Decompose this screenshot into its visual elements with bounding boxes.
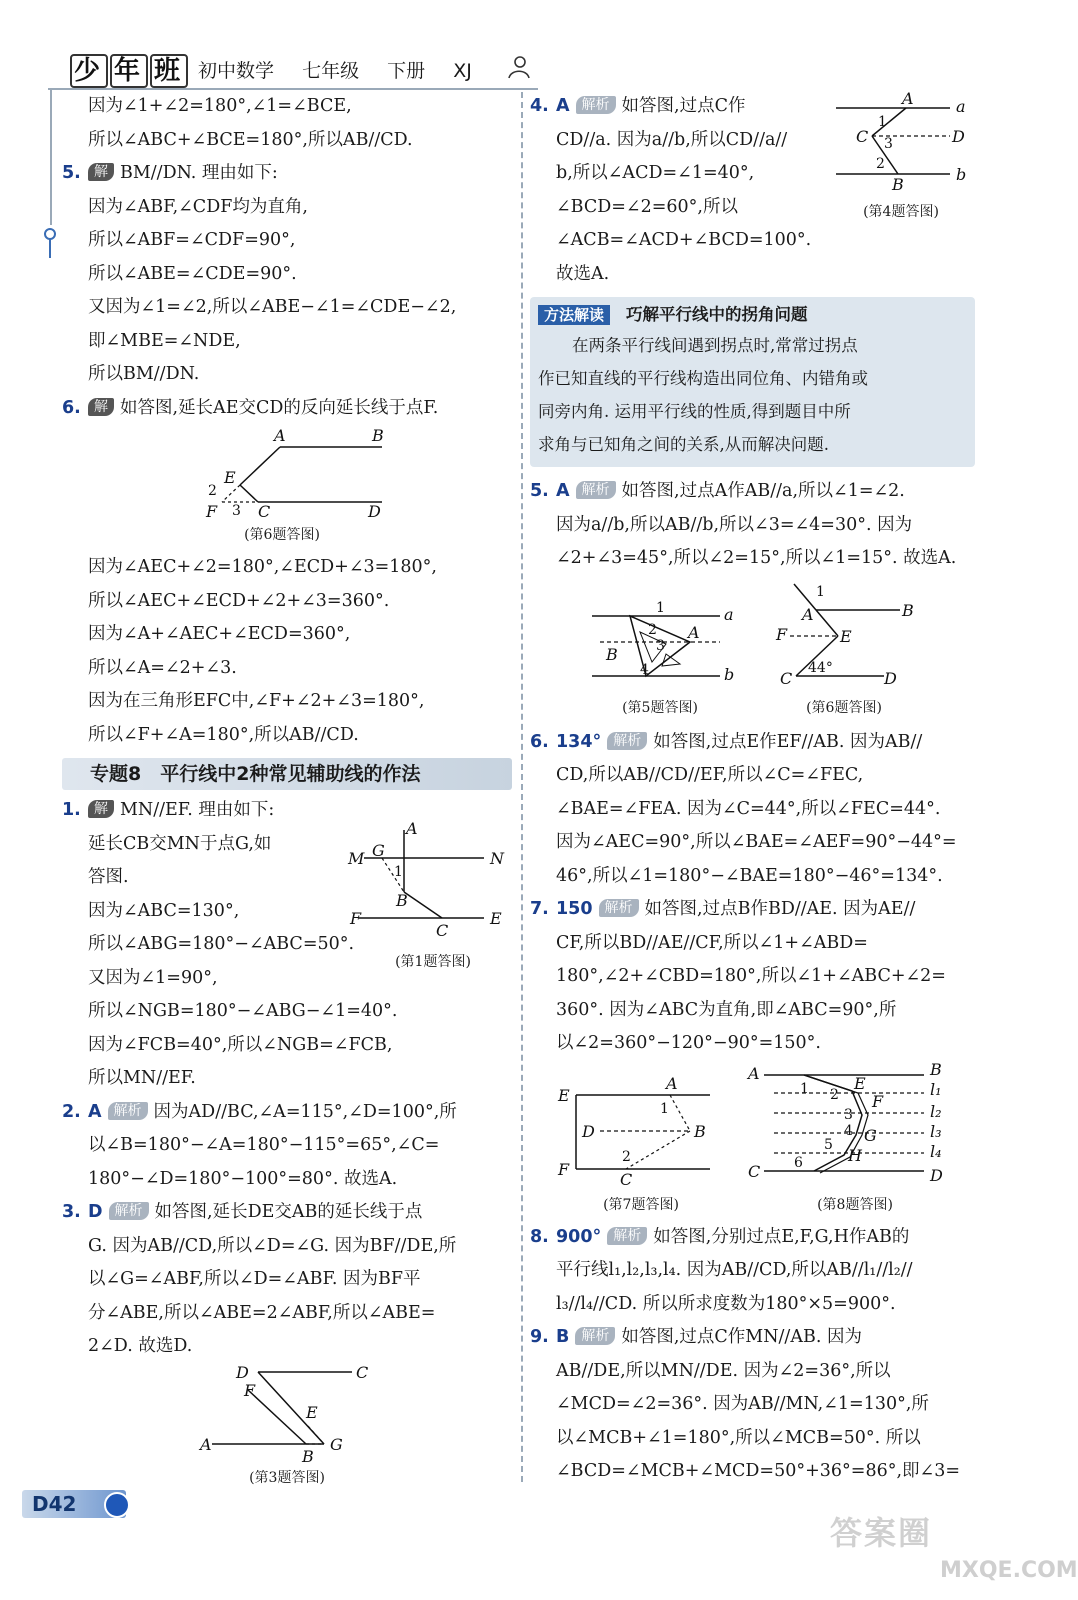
label-A: A bbox=[666, 1073, 678, 1093]
text-line: 因为∠ABF,∠CDF均为直角, bbox=[88, 196, 308, 217]
analysis-tag: 解析 bbox=[109, 1202, 149, 1220]
label-D: D bbox=[952, 127, 965, 146]
label-H: H bbox=[848, 1145, 862, 1165]
label-E: E bbox=[306, 1402, 318, 1422]
question-number: 3. bbox=[62, 1202, 81, 1222]
label-5: 5 bbox=[824, 1136, 833, 1153]
column-divider bbox=[521, 92, 523, 1482]
label-A: A bbox=[802, 604, 814, 624]
label-F: F bbox=[872, 1091, 884, 1111]
text-line: ∠MCD=∠2=36°. 因为AB//MN,∠1=130°,所 bbox=[556, 1394, 929, 1414]
header-edition: XJ bbox=[453, 60, 472, 82]
label-G: G bbox=[864, 1125, 877, 1145]
text-line: 如答图,延长AE交CD的反向延长线于点F. bbox=[120, 397, 439, 418]
question-number: 2. bbox=[62, 1101, 81, 1122]
label-F: F bbox=[244, 1380, 256, 1400]
question-5 bbox=[62, 157, 512, 191]
question-number: 4. bbox=[530, 96, 549, 116]
label-C: C bbox=[258, 502, 271, 521]
figures-q5-q6 bbox=[530, 576, 975, 726]
label-C: C bbox=[856, 127, 869, 146]
label-2: 2 bbox=[648, 621, 657, 638]
text-line: 平行线l₁,l₂,l₃,l₄. 因为AB//CD,所以AB//l₁//l₂// bbox=[556, 1260, 913, 1280]
label-B: B bbox=[396, 890, 408, 910]
figure-q7 bbox=[550, 1075, 740, 1187]
topic-question-3 bbox=[62, 1196, 512, 1230]
figure-q4 bbox=[826, 90, 976, 194]
text-line: 分∠ABE,所以∠ABE=2∠ABF,所以∠ABE= bbox=[88, 1302, 436, 1323]
label-B: B bbox=[302, 1446, 314, 1466]
question-7 bbox=[530, 893, 975, 927]
text-line: 所以∠ABG=180°−∠ABC=50°. bbox=[88, 934, 355, 954]
label-44: 44° bbox=[808, 659, 833, 676]
label-E: E bbox=[840, 626, 852, 646]
text-line: 如答图,分别过点E,F,G,H作AB的 bbox=[653, 1226, 910, 1247]
label-A: A bbox=[748, 1063, 760, 1083]
label-B: B bbox=[902, 600, 914, 620]
label-C: C bbox=[436, 920, 449, 940]
label-F: F bbox=[776, 624, 788, 644]
figure-caption: (第7题答图) bbox=[603, 1196, 679, 1213]
answer: 134° bbox=[556, 731, 602, 752]
header-volume: 下册 bbox=[387, 60, 426, 82]
label-6: 6 bbox=[794, 1154, 803, 1171]
text-line: 以∠G=∠ABF,所以∠D=∠ABF. 因为BF平 bbox=[88, 1269, 421, 1289]
label-C: C bbox=[780, 668, 793, 688]
method-title: 巧解平行线中的拐角问题 bbox=[626, 305, 808, 324]
text-line: 因为∠ABC=130°, bbox=[88, 900, 240, 921]
question-5 bbox=[530, 475, 975, 509]
question-number: 1. bbox=[62, 800, 81, 820]
margin-bar bbox=[50, 90, 52, 225]
figures-q7-q8 bbox=[530, 1061, 975, 1221]
label-M: M bbox=[348, 848, 365, 868]
text-line: b,所以∠ACD=∠1=40°, bbox=[556, 163, 755, 183]
text-line: 所以∠ABE=∠CDE=90°. bbox=[88, 263, 297, 284]
figure-q6-diagram bbox=[62, 425, 512, 529]
figure-q5 bbox=[570, 584, 750, 696]
tag-hanger-icon bbox=[40, 226, 60, 260]
figure-caption: (第4题答图) bbox=[863, 204, 939, 220]
text-line: 360°. 因为∠ABC为直角,即∠ABC=90°,所 bbox=[556, 999, 897, 1020]
label-D: D bbox=[236, 1362, 249, 1382]
label-1: 1 bbox=[800, 1080, 809, 1097]
question-number: 6. bbox=[530, 731, 549, 752]
label-2: 2 bbox=[208, 483, 217, 499]
label-D: D bbox=[582, 1121, 595, 1141]
text-line: 又因为∠1=∠2,所以∠ABE−∠1=∠CDE−∠2, bbox=[88, 297, 457, 317]
figure-q6 bbox=[62, 425, 512, 551]
method-tag: 方法解读 bbox=[538, 305, 610, 325]
text-line: 答图. bbox=[88, 867, 129, 887]
text-line: 以∠MCB+∠1=180°,所以∠MCB=50°. 所以 bbox=[556, 1427, 921, 1448]
answer: A bbox=[556, 96, 570, 116]
label-B: B bbox=[372, 426, 384, 445]
text-line: CD,所以AB//CD//EF,所以∠C=∠FEC, bbox=[556, 765, 864, 785]
label-b: b bbox=[956, 165, 967, 184]
text-line: 如答图,过点A作AB//a,所以∠1=∠2. bbox=[621, 481, 905, 501]
text-line: 所以MN//EF. bbox=[88, 1068, 196, 1088]
text-line: 所以∠NGB=180°−∠ABG−∠1=40°. bbox=[88, 1001, 398, 1021]
label-3: 3 bbox=[232, 503, 241, 519]
header-info bbox=[198, 56, 494, 83]
question-number: 7. bbox=[530, 899, 549, 919]
analysis-tag: 解析 bbox=[576, 96, 616, 114]
text-line: AB//DE,所以MN//DE. 因为∠2=36°,所以 bbox=[556, 1360, 891, 1381]
text-line: 180°,∠2+∠CBD=180°,所以∠1+∠ABC+∠2= bbox=[556, 966, 946, 986]
figure-q8 bbox=[744, 1059, 974, 1193]
text-line: 180°−∠D=180°−100°=80°. 故选A. bbox=[88, 1168, 398, 1189]
label-l4: l₄ bbox=[930, 1141, 942, 1161]
analysis-tag: 解析 bbox=[599, 899, 639, 917]
text-line: 所以∠F+∠A=180°,所以AB//CD. bbox=[88, 724, 359, 745]
watermark-url: MXQE.COM bbox=[940, 1558, 1078, 1583]
analysis-tag: 解析 bbox=[575, 1327, 615, 1345]
label-1: 1 bbox=[816, 583, 825, 600]
label-1: 1 bbox=[394, 863, 403, 880]
text-line: MN//EF. 理由如下: bbox=[120, 800, 275, 820]
label-1: 1 bbox=[878, 114, 887, 130]
figure-topic-q3-diagram bbox=[62, 1364, 512, 1472]
label-A: A bbox=[274, 426, 286, 445]
figure-caption: (第5题答图) bbox=[622, 699, 698, 716]
right-column bbox=[530, 90, 975, 1489]
watermark: 答案圈 bbox=[830, 1514, 933, 1552]
label-C: C bbox=[620, 1169, 633, 1189]
text-line: 所以∠ABF=∠CDF=90°, bbox=[88, 230, 296, 250]
label-D: D bbox=[930, 1165, 943, 1185]
page-number: D42 bbox=[32, 1492, 77, 1516]
solution-tag: 解 bbox=[88, 163, 114, 181]
text-line: 2∠D. 故选D. bbox=[88, 1336, 193, 1356]
answer: A bbox=[556, 481, 570, 501]
question-number: 9. bbox=[530, 1327, 549, 1347]
label-D: D bbox=[884, 668, 897, 688]
text-line: 故选A. bbox=[556, 263, 610, 284]
text-line: ∠BAE=∠FEA. 因为∠C=44°,所以∠FEC=44°. bbox=[556, 798, 941, 819]
topic-q1-body bbox=[62, 818, 512, 1096]
label-1: 1 bbox=[656, 599, 665, 616]
text-line: 作已知直线的平行线构造出同位角、内错角或 bbox=[538, 369, 868, 388]
solution-tag: 解 bbox=[88, 800, 114, 818]
text-line: ∠2+∠3=45°,所以∠2=15°,所以∠1=15°. 故选A. bbox=[556, 548, 957, 568]
label-A: A bbox=[200, 1434, 212, 1454]
label-l3: l₃ bbox=[930, 1121, 942, 1141]
topic-heading: 专题8 平行线中2种常见辅助线的作法 bbox=[62, 758, 512, 790]
topic-question-1 bbox=[62, 794, 512, 828]
figure-topic-q1 bbox=[344, 818, 514, 940]
text-line: BM//DN. 理由如下: bbox=[120, 163, 278, 183]
text-line: 因为a//b,所以AB//b,所以∠3=∠4=30°. 因为 bbox=[556, 514, 913, 535]
text-line: CD//a. 因为a//b,所以CD//a// bbox=[556, 129, 788, 150]
label-E: E bbox=[224, 468, 236, 487]
label-D: D bbox=[368, 502, 381, 521]
figure-caption: (第3题答图) bbox=[249, 1469, 325, 1486]
text-line: 如答图,延长DE交AB的延长线于点 bbox=[154, 1202, 423, 1222]
label-a: a bbox=[724, 604, 734, 624]
text-line: ∠ACB=∠ACD+∠BCD=100°. bbox=[556, 230, 812, 250]
label-N: N bbox=[490, 848, 504, 868]
figure-caption: (第6题答图) bbox=[244, 527, 320, 543]
label-E: E bbox=[558, 1085, 570, 1105]
text-line: 即∠MBE=∠NDE, bbox=[88, 330, 241, 351]
brand-logo: 少 年 班 bbox=[70, 50, 190, 87]
text-line: 因为AD//BC,∠A=115°,∠D=100°,所 bbox=[153, 1101, 457, 1122]
label-A: A bbox=[688, 622, 700, 642]
label-B: B bbox=[694, 1121, 706, 1141]
figure-topic-q3 bbox=[62, 1364, 512, 1494]
text-line: 所以∠AEC+∠ECD+∠2+∠3=360°. bbox=[88, 590, 390, 611]
label-4: 4 bbox=[640, 661, 649, 678]
answer: 900° bbox=[556, 1226, 602, 1247]
label-G: G bbox=[372, 840, 385, 860]
answer: A bbox=[88, 1101, 102, 1122]
label-1: 1 bbox=[660, 1100, 669, 1117]
text-line: 所以BM//DN. bbox=[88, 364, 200, 384]
question-6 bbox=[530, 726, 975, 760]
page-number-badge bbox=[22, 1490, 126, 1518]
text-line: 因为∠AEC+∠2=180°,∠ECD+∠3=180°, bbox=[88, 557, 438, 577]
answer: B bbox=[556, 1327, 570, 1347]
text-line: 因为∠AEC=90°,所以∠BAE=∠AEF=90°−44°= bbox=[556, 832, 957, 852]
text-line: 在两条平行线间遇到拐点时,常常过拐点 bbox=[572, 336, 858, 355]
text-line: 如答图,过点C作MN//AB. 因为 bbox=[621, 1327, 862, 1347]
question-8 bbox=[530, 1221, 975, 1255]
text-line: 求角与已知角之间的关系,从而解决问题. bbox=[538, 435, 829, 454]
question-6 bbox=[62, 392, 512, 426]
text-line: 46°,所以∠1=180°−∠BAE=180°−46°=134°. bbox=[556, 865, 943, 886]
label-3: 3 bbox=[844, 1106, 853, 1123]
text-line: 以∠2=360°−120°−90°=150°. bbox=[556, 1033, 821, 1053]
text-line: 因为∠1+∠2=180°,∠1=∠BCE, bbox=[88, 96, 352, 116]
solution-tag: 解 bbox=[88, 398, 114, 416]
figure-q6 bbox=[760, 574, 940, 696]
label-B: B bbox=[892, 175, 904, 194]
label-F: F bbox=[350, 908, 362, 928]
header-subject: 初中数学 bbox=[198, 60, 275, 82]
label-G: G bbox=[330, 1434, 343, 1454]
label-l2: l₂ bbox=[930, 1101, 942, 1121]
label-C: C bbox=[356, 1362, 369, 1382]
person-icon bbox=[505, 54, 531, 80]
topic-question-2 bbox=[62, 1096, 512, 1130]
question-number: 5. bbox=[530, 481, 549, 501]
answer: 150 bbox=[556, 899, 593, 919]
question-number: 6. bbox=[62, 397, 81, 418]
text-line: G. 因为AB//CD,所以∠D=∠G. 因为BF//DE,所 bbox=[88, 1235, 457, 1256]
text-line: 所以∠A=∠2+∠3. bbox=[88, 657, 237, 678]
label-b: b bbox=[724, 664, 735, 684]
header-grade: 七年级 bbox=[302, 60, 360, 82]
label-A: A bbox=[406, 818, 418, 838]
answer: D bbox=[88, 1202, 103, 1222]
figure-caption: (第1题答图) bbox=[395, 953, 471, 970]
analysis-tag: 解析 bbox=[607, 1227, 647, 1245]
text-line: 同旁内角. 运用平行线的性质,得到题目中所 bbox=[538, 402, 851, 421]
text-line: 因为∠A+∠AEC+∠ECD=360°, bbox=[88, 624, 351, 644]
label-2: 2 bbox=[876, 156, 885, 172]
left-column bbox=[62, 90, 512, 1494]
label-3: 3 bbox=[656, 637, 665, 654]
text-line: 延长CB交MN于点G,如 bbox=[88, 833, 272, 854]
label-F: F bbox=[558, 1159, 570, 1179]
label-E: E bbox=[854, 1073, 866, 1093]
text-line: 所以∠ABC+∠BCE=180°,所以AB//CD. bbox=[88, 129, 413, 150]
label-B: B bbox=[930, 1059, 942, 1079]
method-box bbox=[530, 297, 975, 467]
text-line: 又因为∠1=90°, bbox=[88, 967, 218, 988]
label-2: 2 bbox=[830, 1086, 839, 1103]
text-line: ∠BCD=∠2=60°,所以 bbox=[556, 196, 738, 217]
label-4: 4 bbox=[844, 1122, 853, 1139]
text-line: 因为∠FCB=40°,所以∠NGB=∠FCB, bbox=[88, 1034, 393, 1055]
question-4-block bbox=[530, 90, 975, 291]
text-line: CF,所以BD//AE//CF,所以∠1+∠ABD= bbox=[556, 932, 868, 953]
question-number: 5. bbox=[62, 163, 81, 183]
figure-caption: (第8题答图) bbox=[817, 1196, 893, 1213]
page-header bbox=[48, 50, 548, 86]
label-E: E bbox=[490, 908, 502, 928]
label-B: B bbox=[606, 644, 618, 664]
analysis-tag: 解析 bbox=[108, 1102, 148, 1120]
text-line: ∠BCD=∠MCB+∠MCD=50°+36°=86°,即∠3= bbox=[556, 1461, 960, 1481]
question-9 bbox=[530, 1321, 975, 1355]
label-F: F bbox=[206, 502, 218, 521]
figure-caption: (第6题答图) bbox=[806, 699, 882, 716]
analysis-tag: 解析 bbox=[576, 481, 616, 499]
text-line: l₃//l₄//CD. 所以所求度数为180°×5=900°. bbox=[556, 1293, 896, 1314]
label-l1: l₁ bbox=[930, 1079, 942, 1099]
text-line: 以∠B=180°−∠A=180°−115°=65°,∠C= bbox=[88, 1135, 440, 1155]
method-header bbox=[538, 301, 967, 329]
label-A: A bbox=[902, 89, 914, 108]
label-3: 3 bbox=[884, 136, 893, 152]
analysis-tag: 解析 bbox=[607, 732, 647, 750]
label-2: 2 bbox=[622, 1148, 631, 1165]
question-number: 8. bbox=[530, 1226, 549, 1247]
text-line: 因为在三角形EFC中,∠F+∠2+∠3=180°, bbox=[88, 691, 425, 711]
page-dot-icon bbox=[104, 1492, 130, 1518]
label-C: C bbox=[748, 1161, 761, 1181]
text-line: 如答图,过点B作BD//AE. 因为AE// bbox=[644, 899, 916, 919]
label-a: a bbox=[956, 97, 966, 116]
text-line: 如答图,过点E作EF//AB. 因为AB// bbox=[653, 731, 923, 752]
text-line: 如答图,过点C作 bbox=[621, 96, 746, 116]
